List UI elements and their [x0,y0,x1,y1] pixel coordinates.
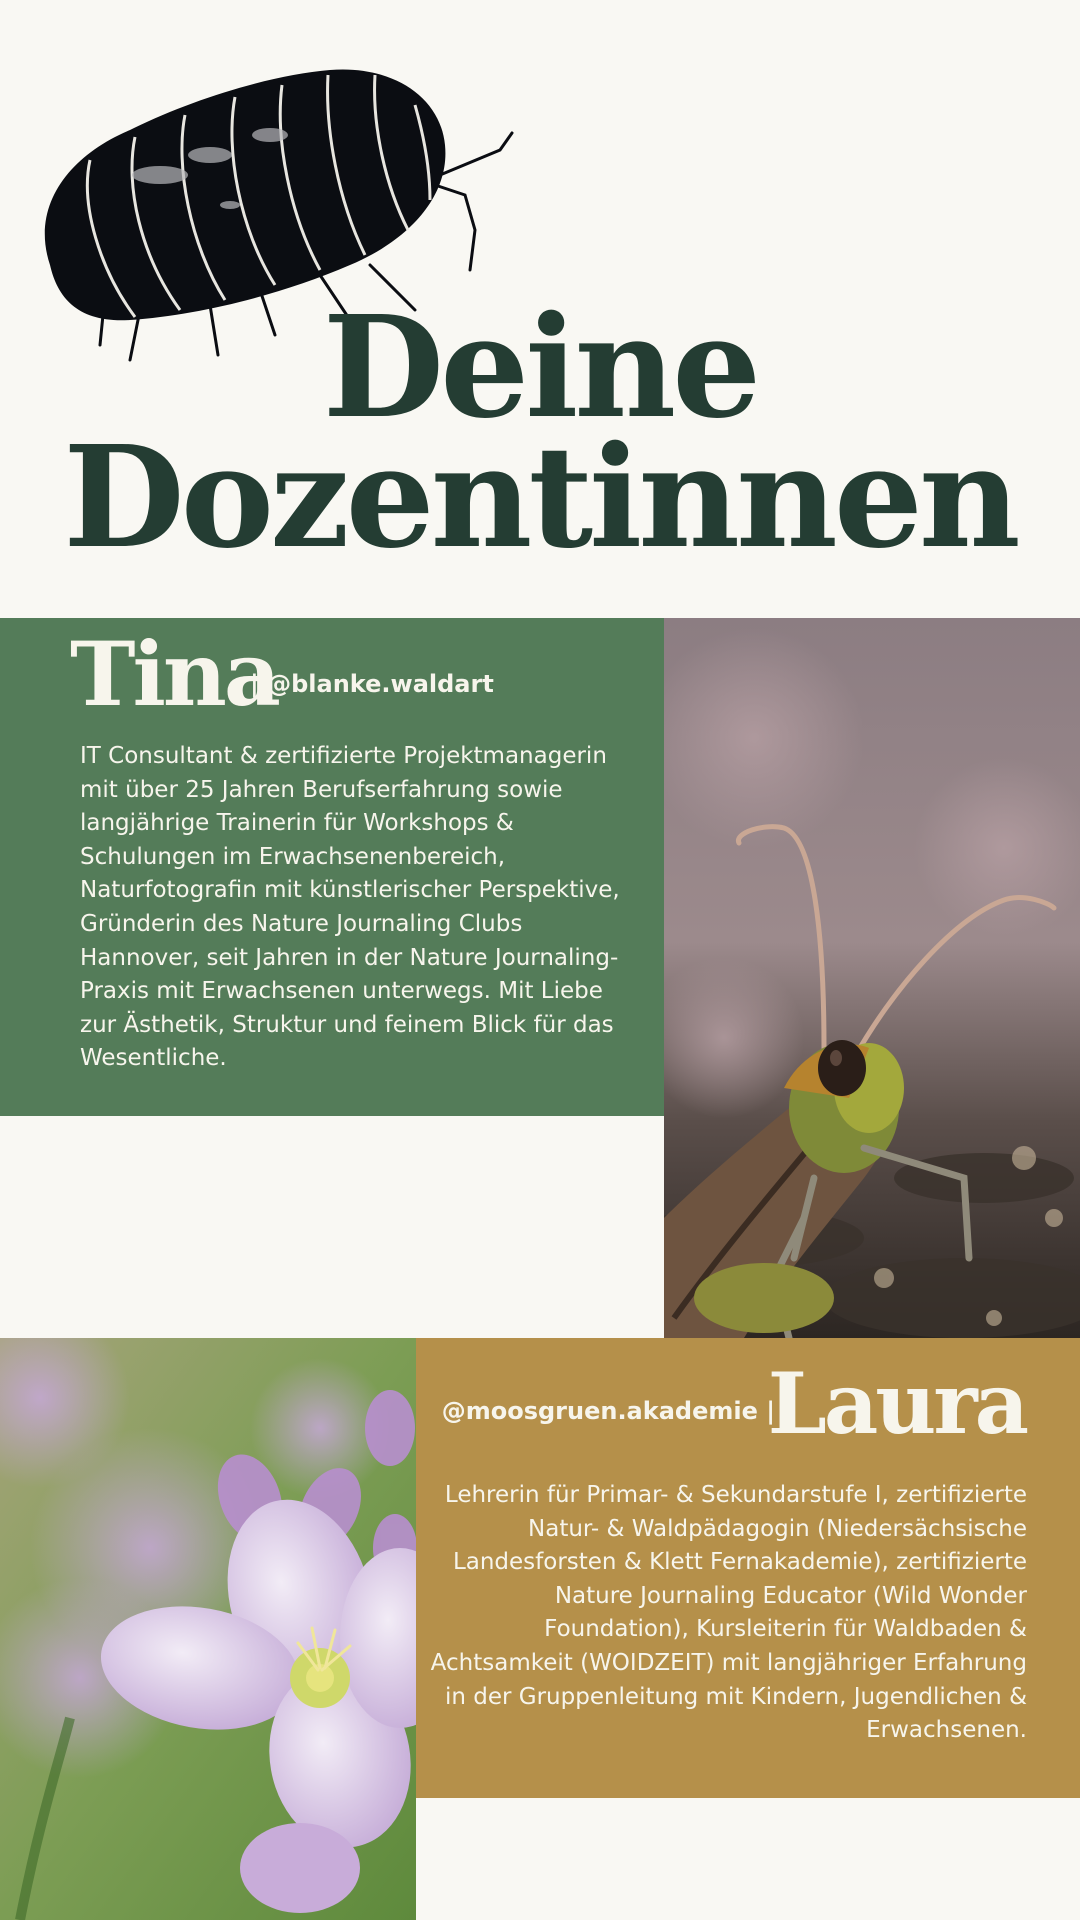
laura-bio: Lehrerin für Primar- & Sekundarstufe I, zertifizierte Natur- & Waldpädagogin (Niedersächsische Landesforsten & Klett Fernakademie), zertifizierte Nature Journaling Educator (Wild Wonder Foundation), Kursleiterin für Waldbaden & Achtsamkeit (WOIDZEIT) mit langjähriger Erfahrung in der Gruppenleitung mit Kindern, Jugendlichen & Erwachsenen. [430,1482,1027,1744]
grasshopper-photo [664,618,1080,1338]
page-title-line-1: Deine [322,286,758,450]
tina-handle: | @blanke.waldart [250,670,494,698]
tina-name: Tina [70,622,278,726]
flower-photo [0,1338,416,1920]
tina-bio: IT Consultant & zertifizierte Projektmanagerin mit über 25 Jahren Berufserfahrung sowie langjährige Trainerin für Workshops & Schulungen im Erwachsenenbereich, Naturfotografin mit künstlerischer Perspektive, Gründerin des Nature Journaling Clubs Hannover, seit Jahren in der Nature Journaling-Praxis mit Erwachsenen unterwegs. Mit Liebe zur Ästhetik, Struktur und feinem Blick für das Wesentliche. [80,743,620,1072]
laura-handle: @moosgruen.akademie | [441,1397,775,1425]
laura-name: Laura [767,1354,1026,1453]
page-title-line-2: Dozentinnen [63,416,1017,580]
